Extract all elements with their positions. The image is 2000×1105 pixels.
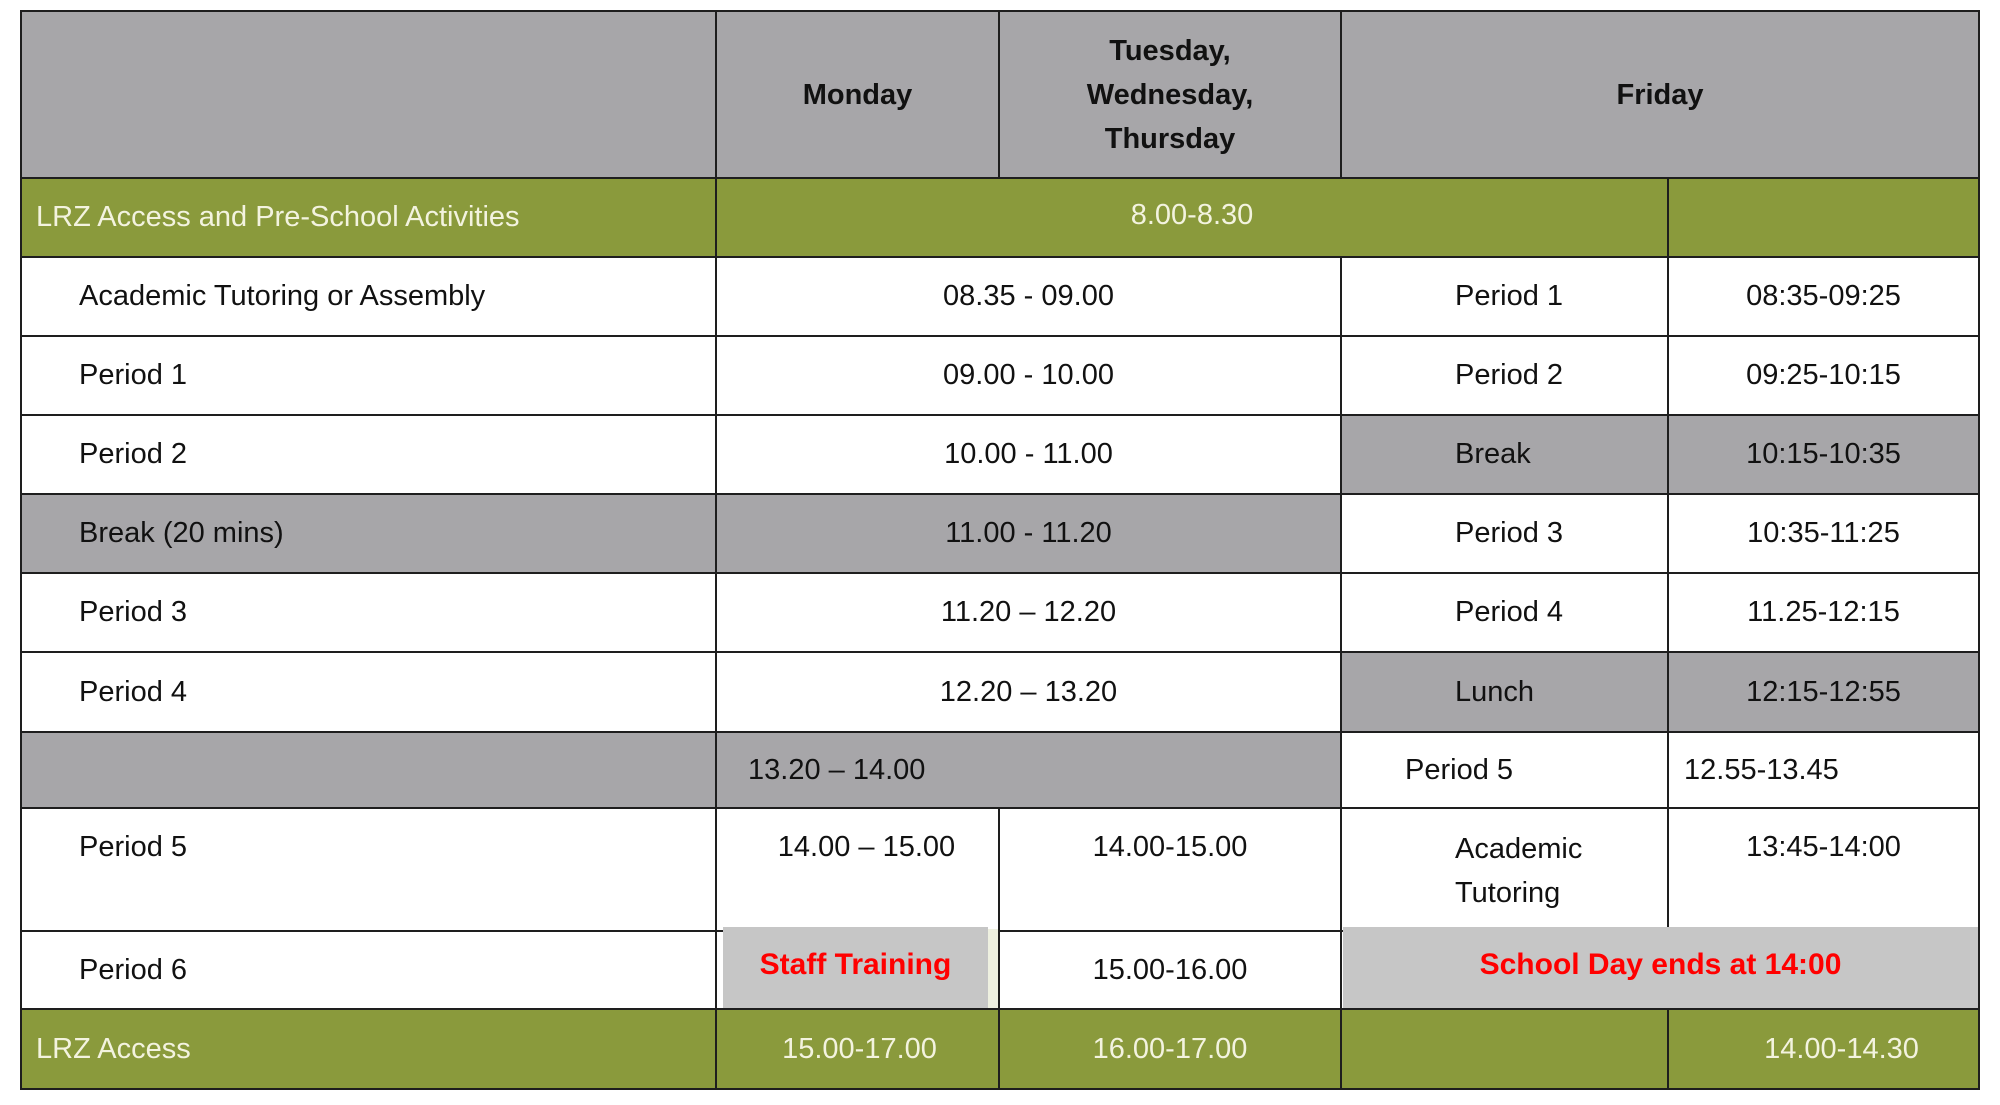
period3-time: 11.20 – 12.20 — [940, 596, 1117, 629]
row-period5-fri-label — [1340, 807, 1669, 932]
row-lunch-mon-thu — [715, 731, 1342, 809]
row-tutoring-fri-time — [1667, 256, 1980, 337]
pre-school-label: LRZ Access and Pre-School Activities — [36, 201, 520, 234]
header-friday-label: Friday — [1616, 78, 1704, 111]
period1-time: 09.00 - 10.00 — [943, 359, 1114, 392]
fri-period-label: Period 2 — [1455, 359, 1564, 392]
period3-label: Period 3 — [79, 596, 188, 629]
row-period3-fri-time — [1667, 572, 1980, 653]
lunch-time: 13.20 – 14.00 — [748, 753, 926, 786]
row-tutoring-label — [20, 256, 717, 337]
fri-tutoring-label: Tutoring — [1455, 877, 1561, 909]
fri-period-time: 09:25-10:15 — [1746, 359, 1901, 392]
row-lunch-label — [20, 731, 717, 809]
row-break-fri-label — [1340, 493, 1669, 574]
staff-training-margin — [988, 929, 998, 1008]
row-period3-fri-label — [1340, 572, 1669, 653]
row-period1-mon-thu — [715, 335, 1342, 416]
school-day-ends-text: School Day ends at 14:00 — [1479, 947, 1842, 981]
lrz-access-label: LRZ Access — [36, 1032, 191, 1065]
pre-school-time: 8.00-8.30 — [1130, 199, 1254, 232]
row-pre-school-fri — [1667, 177, 1980, 258]
period5-label: Period 5 — [79, 831, 188, 863]
break-time: 11.00 - 11.20 — [945, 517, 1112, 550]
break-label: Break (20 mins) — [79, 517, 284, 550]
row-period6-label — [20, 930, 717, 1010]
row-tutoring-fri-label — [1340, 256, 1669, 337]
row-lrz-access-label — [20, 1008, 717, 1090]
fri-period-time: 08:35-09:25 — [1746, 280, 1901, 313]
row-period1-label — [20, 335, 717, 416]
period4-time: 12.20 – 13.20 — [939, 675, 1118, 708]
lrz-access-monday-time: 15.00-17.00 — [782, 1032, 937, 1065]
row-period1-fri-label — [1340, 335, 1669, 416]
period5-tue-thu-time: 14.00-15.00 — [1092, 831, 1248, 863]
period6-label: Period 6 — [79, 953, 188, 986]
row-period2-label — [20, 414, 717, 495]
row-lrz-access-monday — [715, 1008, 1000, 1090]
row-period6-tue-thu — [998, 930, 1342, 1010]
header-friday — [1340, 10, 1980, 179]
staff-training-text: Staff Training — [759, 947, 952, 981]
lrz-access-tue-thu-time: 16.00-17.00 — [1092, 1032, 1248, 1065]
fri-period-time: 12.55-13.45 — [1684, 753, 1839, 786]
tutoring-label: Academic Tutoring or Assembly — [79, 280, 486, 313]
row-period4-fri-label — [1340, 651, 1669, 733]
row-tutoring-mon-thu — [715, 256, 1342, 337]
row-period1-fri-time — [1667, 335, 1980, 416]
row-period5-tue-thu — [998, 807, 1342, 932]
header-wednesday-label: Wednesday, — [1086, 78, 1254, 111]
row-period2-fri-label — [1340, 414, 1669, 495]
row-lrz-access-tue-thu — [998, 1008, 1342, 1090]
period2-time: 10.00 - 11.00 — [944, 438, 1113, 471]
row-period5-monday — [715, 807, 1000, 932]
row-period2-fri-time — [1667, 414, 1980, 495]
row-period2-mon-thu — [715, 414, 1342, 495]
header-monday-label: Monday — [802, 78, 913, 111]
row-lrz-access-fri-time — [1667, 1008, 1980, 1090]
row-pre-school-mon-thu — [715, 177, 1669, 258]
lrz-access-friday-time: 14.00-14.30 — [1764, 1032, 1919, 1065]
period6-tue-thu-time: 15.00-16.00 — [1092, 953, 1248, 986]
fri-period-time: 10:35-11:25 — [1747, 517, 1900, 550]
fri-period-time: 11.25-12:15 — [1747, 596, 1900, 629]
period5-monday-time: 14.00 – 15.00 — [777, 831, 956, 863]
fri-period-label: Period 5 — [1405, 753, 1514, 786]
header-monday — [715, 10, 1000, 179]
row-period4-mon-thu — [715, 651, 1342, 733]
row-break-mon-thu — [715, 493, 1342, 574]
row-period3-label — [20, 572, 717, 653]
period2-label: Period 2 — [79, 438, 188, 471]
row-break-fri-time — [1667, 493, 1980, 574]
tutoring-time: 08.35 - 09.00 — [943, 280, 1114, 313]
fri-period-label: Period 1 — [1455, 280, 1564, 313]
row-period5-fri-time — [1667, 807, 1980, 932]
fri-lunch-time: 12:15-12:55 — [1746, 675, 1901, 708]
fri-break-time: 10:15-10:35 — [1746, 438, 1901, 471]
row-break-label — [20, 493, 717, 574]
header-tue-thu — [998, 10, 1342, 179]
fri-break-label: Break — [1455, 438, 1531, 471]
period4-label: Period 4 — [79, 675, 188, 708]
fri-lunch-label: Lunch — [1455, 675, 1535, 708]
staff-training-notice — [723, 927, 988, 1008]
row-period4-fri-time — [1667, 651, 1980, 733]
header-thursday-label: Thursday — [1104, 122, 1236, 155]
fri-academic-label: Academic — [1455, 833, 1583, 865]
school-day-ends-notice — [1343, 927, 1978, 1008]
header-tuesday-label: Tuesday, — [1109, 34, 1231, 67]
fri-tutoring-time: 13:45-14:00 — [1746, 831, 1901, 863]
header-corner-cell — [20, 10, 717, 179]
row-pre-school-label — [20, 177, 717, 258]
fri-period-label: Period 3 — [1455, 517, 1564, 550]
row-period3-mon-thu — [715, 572, 1342, 653]
row-lunch-fri-time — [1667, 731, 1980, 809]
period1-label: Period 1 — [79, 359, 188, 392]
row-lrz-access-fri-label — [1340, 1008, 1669, 1090]
row-period5-label — [20, 807, 717, 932]
row-lunch-fri-label — [1340, 731, 1669, 809]
fri-period-label: Period 4 — [1455, 596, 1564, 629]
row-period4-label — [20, 651, 717, 733]
